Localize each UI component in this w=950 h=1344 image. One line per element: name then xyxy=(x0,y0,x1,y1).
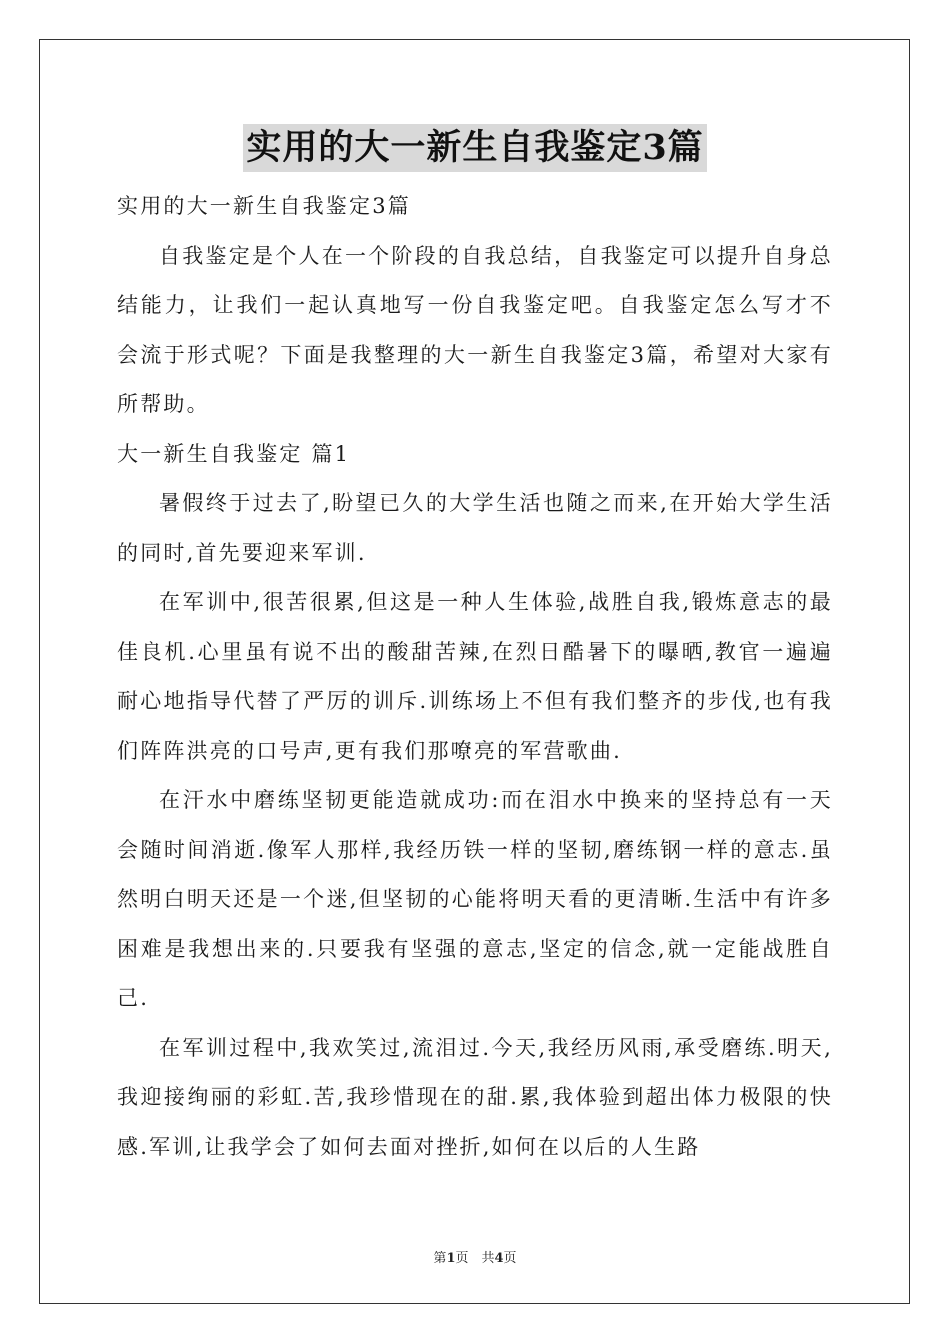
body-paragraph-4: 在军训过程中,我欢笑过,流泪过.今天,我经历风雨,承受磨练.明天,我迎接绚丽的彩虹.苦,我珍惜现在的甜.累,我体验到超出体力极限的快感.军训,让我学会了如何去面对挫折,如何在以后的人生路 xyxy=(117,1035,833,1159)
footer-suffix: 页 xyxy=(503,1251,517,1266)
body-paragraph-2: 在军训中,很苦很累,但这是一种人生体验,战胜自我,锻炼意志的最佳良机.心里虽有说不出的酸甜苦辣,在烈日酷暑下的曝晒,教官一遍遍耐心地指导代替了严厉的训斥.训练场上不但有我们整齐的步伐,也有我们阵阵洪亮的口号声,更有我们那嘹亮的军营歌曲. xyxy=(117,590,833,763)
section-heading: 大一新生自我鉴定 篇1 xyxy=(117,441,351,466)
document-body xyxy=(117,182,833,1172)
body-paragraph-3: 在汗水中磨练坚韧更能造就成功:而在泪水中换来的坚持总有一天会随时间消逝.像军人那样,我经历铁一样的坚韧,磨练钢一样的意志.虽然明白明天还是一个迷,但坚韧的心能将明天看的更清晰.生活中有许多困难是我想出来的.只要我有坚强的意志,坚定的信念,就一定能战胜自己. xyxy=(117,788,833,1010)
document-title: 实用的大一新生自我鉴定3篇 xyxy=(243,124,706,172)
title-wrap xyxy=(0,124,950,172)
intro-paragraph: 自我鉴定是个人在一个阶段的自我总结，自我鉴定可以提升自身总结能力，让我们一起认真地写一份自我鉴定吧。自我鉴定怎么写才不会流于形式呢？下面是我整理的大一新生自我鉴定3篇，希望对大家有所帮助。 xyxy=(117,243,833,416)
page-footer xyxy=(0,1247,950,1266)
footer-total-pages: 4 xyxy=(494,1251,504,1266)
footer-mid: 页 共 xyxy=(455,1251,495,1266)
body-paragraph-1: 暑假终于过去了,盼望已久的大学生活也随之而来,在开始大学生活的同时,首先要迎来军训. xyxy=(117,491,833,565)
document-subtitle: 实用的大一新生自我鉴定3篇 xyxy=(117,194,411,218)
footer-prefix: 第 xyxy=(433,1251,447,1266)
footer-current-page: 1 xyxy=(446,1251,456,1266)
